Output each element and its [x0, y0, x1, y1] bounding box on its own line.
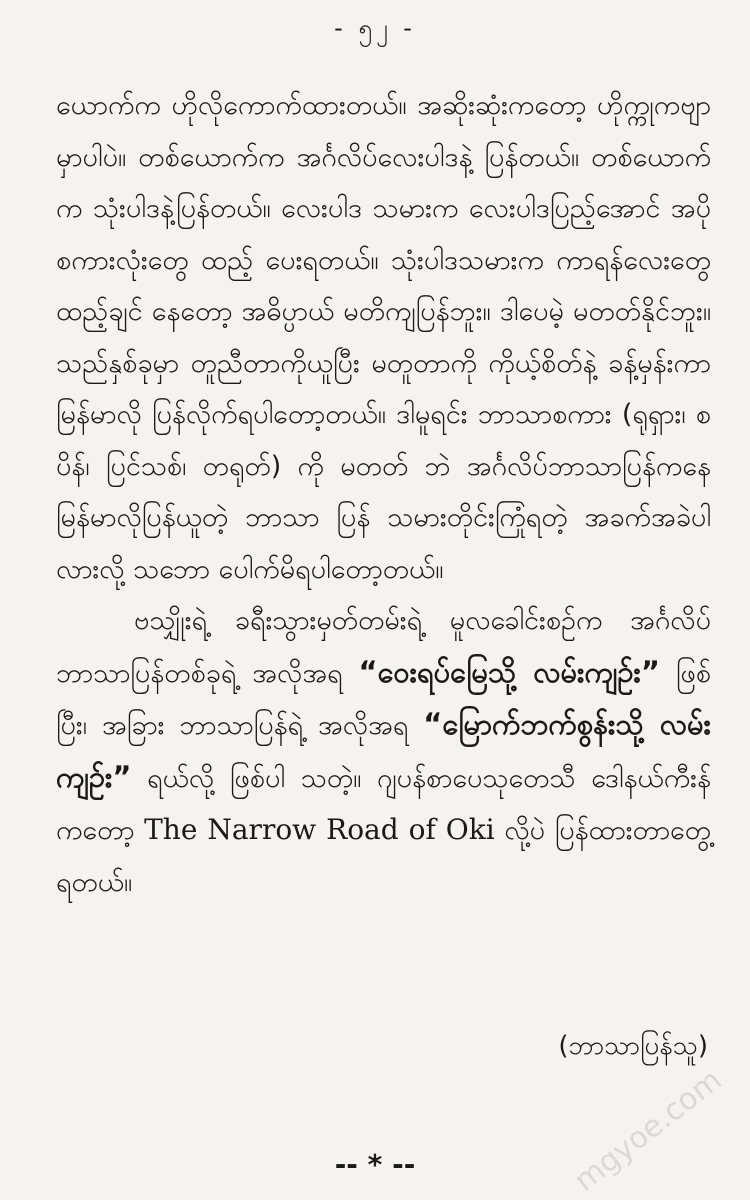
english-title: The Narrow Road of Oki: [144, 813, 495, 846]
bold-title-1: “ဝေးရပ်မြေသို့ လမ်းကျဉ်း”: [358, 654, 660, 689]
paragraph-2-part-4: လို့ပဲ ပြန်ထားတာတွေ့ရတယ်။: [56, 815, 712, 898]
paragraph-2: [56, 595, 711, 908]
body-text: [56, 80, 711, 908]
paragraph-2-part-1: ဗသျှိုးရဲ့ ခရီးသွားမှတ်တမ်းရဲ့ မူလခေါင်းစဉ်က အင်္ဂလိပ်ဘာသာပြန်တစ်ခုရဲ့ အလိုအရ: [56, 605, 711, 689]
watermark: mgyoe.com: [567, 1062, 728, 1199]
paragraph-1: ယောက်က ဟိုလိုကောက်ထားတယ်။ အဆိုးဆုံးကတော့ ဟိုက္ကုကဗျာမှာပါပဲ။ တစ်ယောက်က အင်္ဂလိပ်လေးပါဒနဲ့ ပြန်တယ်။ တစ်ယောက်က သုံးပါဒနဲ့ပြန်တယ်။ လေးပါဒ သမားက လေးပါဒပြည့်အောင် အပိုစကားလုံးတွေ ထည့် ပေးရတယ်။ သုံးပါဒသမားက ကာရန်လေးတွေ ထည့်ချင် နေတော့ အဓိပ္ပာယ် မတိကျပြန်ဘူး။ ဒါပေမဲ့ မတတ်နိုင်ဘူး။ သည်နှစ်ခုမှာ တူညီတာကိုယူပြီး မတူတာကို ကိုယ့်စိတ်နဲ့ ခန့်မှန်းကာ မြန်မာလို ပြန်လိုက်ရပါတော့တယ်။ ဒါမူရင်း ဘာသာစကား (ရုရှား၊ စပိန်၊ ပြင်သစ်၊ တရုတ်) ကို မတတ် ဘဲ အင်္ဂလိပ်ဘာသာပြန်ကနေ မြန်မာလိုပြန်ယူတဲ့ ဘာသာ ပြန် သမားတိုင်းကြုံရတဲ့ အခက်အခဲပါလားလို့ သဘော ပေါက်မိရပါတော့တယ်။: [56, 90, 711, 585]
bold-title-2: “မြောက်ဘက်စွန်းသို့ လမ်းကျဉ်း”: [56, 707, 711, 794]
paragraph-2-part-2: ဖြစ်ပြီး၊ အခြား ဘာသာပြန်ရဲ့ အလိုအရ: [56, 657, 711, 741]
page-number: - ၅၂ -: [334, 14, 416, 42]
end-mark: -- * --: [334, 1148, 416, 1181]
paragraph-2-part-3: ရယ်လို့ ဖြစ်ပါ သတဲ့။ ဂျပန်စာပေသုတေသီ ဒေါနယ်ကီးန်ကတော့: [56, 762, 711, 846]
translator-attribution: (ဘာသာပြန်သူ): [558, 1031, 708, 1061]
